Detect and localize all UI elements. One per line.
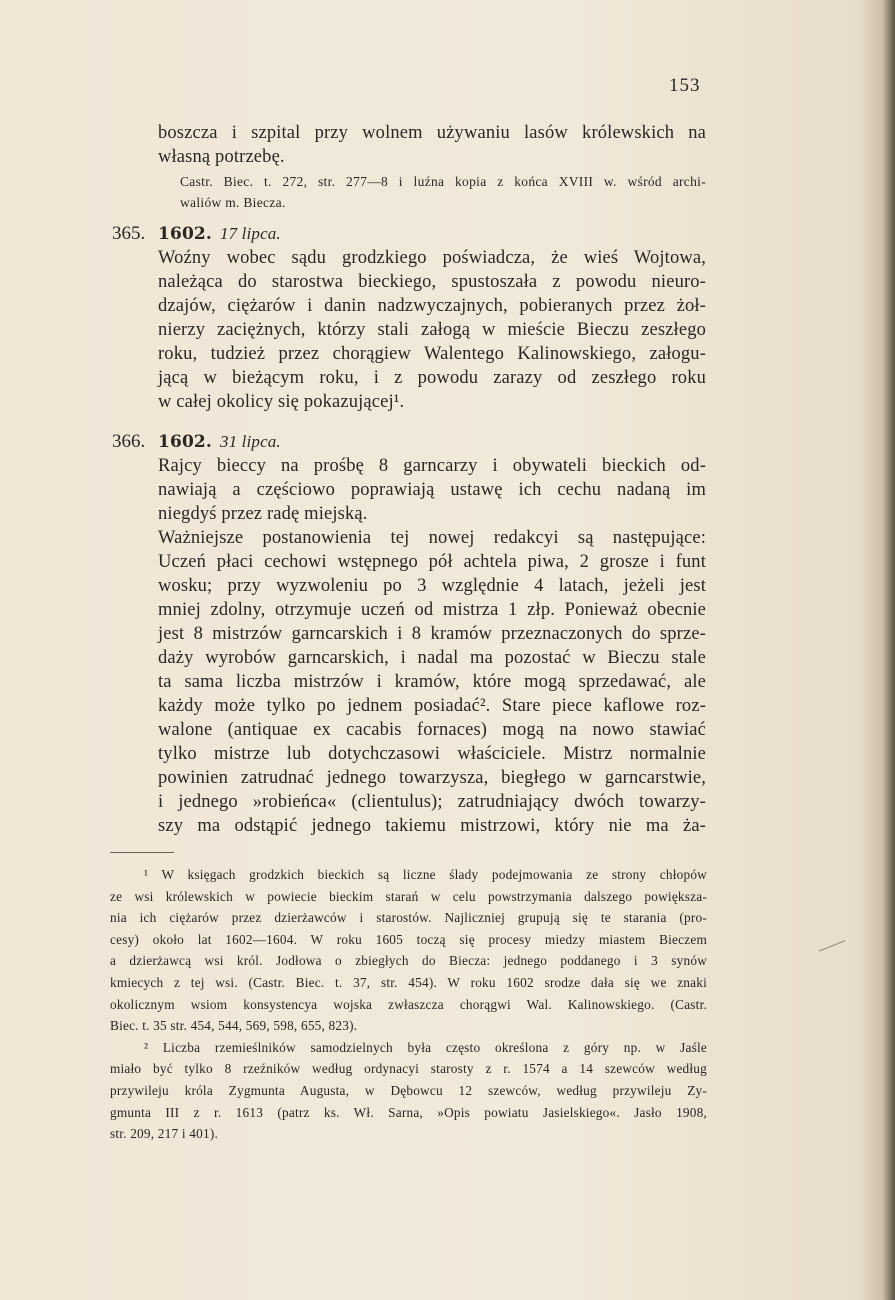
source-line: Castr. Biec. t. 272, str. 277—8 i luźna kopia z końca XVIII w. wśród archi- xyxy=(180,174,706,189)
footnote-line: przywileju króla Zygmunta Augusta, w Dębowcu 12 szewców, według przywileju Zy- xyxy=(110,1082,707,1098)
text-line: własną potrzebę. xyxy=(158,147,285,167)
text-line: niegdyś przez radę miejską. xyxy=(158,504,368,524)
page-edge-shadow xyxy=(881,0,895,1300)
text-line: każdy może tylko po jednem posiadać². Stare piece kaflowe roz- xyxy=(158,696,706,716)
footnote-line: miało być tylko 8 rzeźników według ordynacyi starosty z r. 1574 a 14 szewców według xyxy=(110,1061,707,1077)
text-line: i jednego »robieńca« (clientulus); zatrudniający dwóch towarzy- xyxy=(158,792,706,812)
text-line: Woźny wobec sądu grodzkiego poświadcza, że wieś Wojtowa, xyxy=(158,248,706,268)
text-line: daży wyrobów garncarskich, i nadal ma pozostać w Bieczu stale xyxy=(158,648,706,668)
source-line: waliów m. Biecza. xyxy=(180,195,286,210)
entry-year: 1602. xyxy=(158,224,212,244)
text-line: tylko mistrze lub dotychczasowi właściciele. Mistrz normalnie xyxy=(158,744,706,764)
text-line: Uczeń płaci cechowi wstępnego pół achtela piwa, 2 grosze i funt xyxy=(158,552,706,572)
text-line: nawiają a częściowo poprawiają ustawę ich cechu nadaną im xyxy=(158,480,706,500)
footnote-divider xyxy=(110,852,174,853)
text-line: szy ma odstąpić jednego takiemu mistrzowi, który nie ma ża- xyxy=(158,816,706,836)
footnote-line: a dzierżawcą wsi król. Jodłowa o zbiegłych do Biecza: jednego poddanego i 3 synów xyxy=(110,953,707,969)
entry-366 xyxy=(158,430,706,838)
entry-number: 365. xyxy=(112,223,146,244)
text-line: roku, tudzież przez chorągiew Walentego Kalinowskiego, załogu- xyxy=(158,344,706,364)
footnote-line: str. 209, 217 i 401). xyxy=(110,1126,218,1142)
text-line: wosku; przy wyzwoleniu po 3 względnie 4 latach, jeżeli jest xyxy=(158,576,706,596)
text-line: ta sama liczba mistrzów i kramów, które mogą sprzedawać, ale xyxy=(158,672,706,692)
text-line: należąca do starostwa bieckiego, spustoszała z powodu nieuro- xyxy=(158,272,706,292)
footnote-line: okolicznym wsiom konsystencya wojska zwłaszcza chorągwi Wal. Kalinowskiego. (Castr. xyxy=(110,996,707,1012)
text-line: jest 8 mistrzów garncarskich i 8 kramów przeznaczonych do sprze- xyxy=(158,624,706,644)
footnote-line: ² Liczba rzemieślników samodzielnych była często określona z góry np. w Jaśle xyxy=(144,1039,707,1055)
entry-date: 31 lipca. xyxy=(219,432,281,451)
entry-year: 1602. xyxy=(158,432,212,452)
entry-heading xyxy=(158,430,706,454)
footnote-line: kmiecych z tej wsi. (Castr. Biec. t. 37, str. 454). W roku 1602 srodze dała się we znaki xyxy=(110,974,707,990)
entry-365 xyxy=(158,222,706,414)
entry-heading xyxy=(158,222,706,246)
footnote-line: ze wsi królewskich w powiecie bieckim starań w celu powstrzymania dalszego powiększa- xyxy=(110,888,707,904)
page-number: 153 xyxy=(669,75,701,96)
text-line: boszcza i szpital przy wolnem używaniu lasów królewskich na xyxy=(158,123,706,143)
footnote-line: gmunta III z r. 1613 (patrz ks. Wł. Sarna, »Opis powiatu Jasielskiego«. Jasło 1908, xyxy=(110,1104,707,1120)
text-line: powinien zatrudnać jednego towarzysza, biegłego w garncarstwie, xyxy=(158,768,706,788)
footnote-line: Biec. t. 35 str. 454, 544, 569, 598, 655, 823). xyxy=(110,1018,358,1034)
text-line: Rajcy bieccy na prośbę 8 garncarzy i obywateli bieckich od- xyxy=(158,456,706,476)
footnote-line: nia ich ciężarów przez dzierżawców i starostów. Najliczniej grupują się te starania (pro- xyxy=(110,910,707,926)
text-line: w całej okolicy się pokazującej¹. xyxy=(158,392,405,412)
footnote-line: cesy) około lat 1602—1604. W roku 1605 toczą się procesy miedzy miastem Bieczem xyxy=(110,931,707,947)
entry-number: 366. xyxy=(112,431,146,452)
text-line: mniej zdolny, otrzymuje uczeń od mistrza 1 złp. Ponieważ obecnie xyxy=(158,600,706,620)
text-line: nierzy zaciężnych, którzy stali załogą w mieście Bieczu zeszłego xyxy=(158,320,706,340)
text-line: dzajów, ciężarów i danin nadzwyczajnych, pobieranych przez żoł- xyxy=(158,296,706,316)
text-line: walone (antiquae ex cacabis fornaces) mogą na nowo stawiać xyxy=(158,720,706,740)
source-reference xyxy=(180,171,706,213)
entry-date: 17 lipca. xyxy=(219,224,281,243)
footnote-line: ¹ W księgach grodzkich bieckich są liczne ślady podejmowania ze strony chłopów xyxy=(144,867,707,882)
text-line: jącą w bieżącym roku, i z powodu zarazy od zeszłego roku xyxy=(158,368,706,388)
continuation-text xyxy=(158,121,706,169)
footnotes xyxy=(110,864,707,1145)
text-line: Ważniejsze postanowienia tej nowej redakcyi są następujące: xyxy=(158,528,706,548)
